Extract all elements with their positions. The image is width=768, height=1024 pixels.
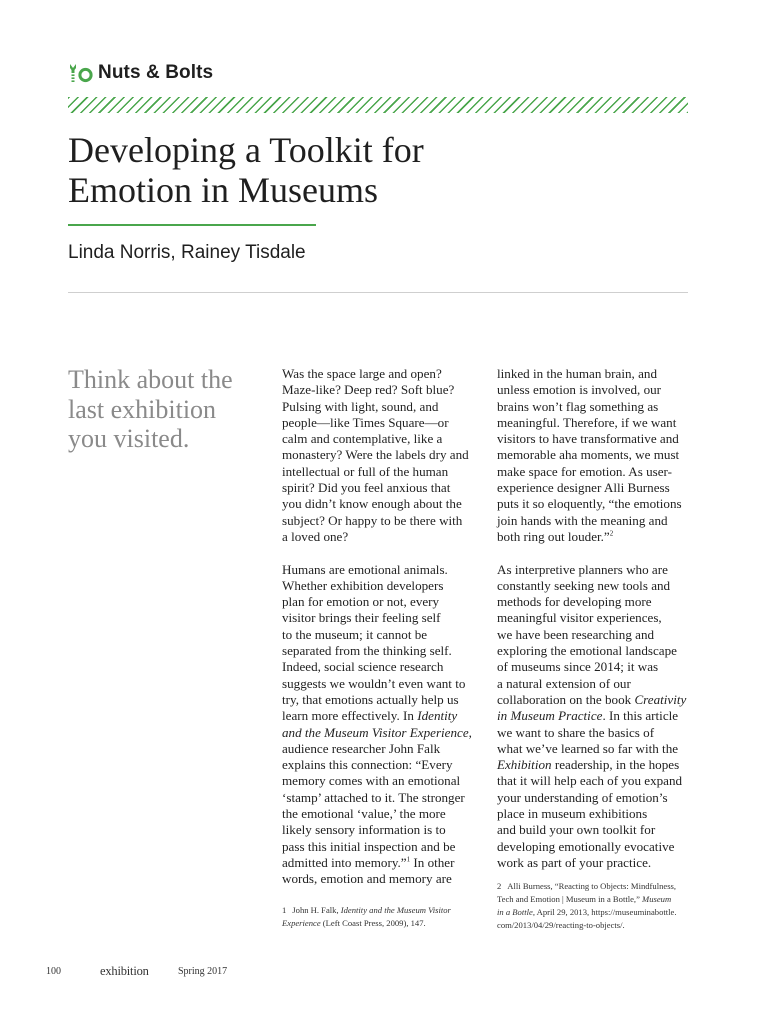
- text-line: your understanding of emotion’s: [497, 789, 668, 805]
- pullquote-line: you visited.: [68, 424, 190, 453]
- text-run: ,: [468, 724, 472, 740]
- text-line: Indeed, social science research: [282, 659, 444, 675]
- text-line: of museums since 2014; it was: [497, 659, 659, 675]
- title-line: Developing a Toolkit for: [68, 130, 424, 170]
- publication-title: in a Bottle: [497, 907, 533, 917]
- text-line: Was the space large and open?: [282, 366, 442, 381]
- text-line: [282, 855, 480, 871]
- text-line: memorable aha moments, we must: [497, 447, 680, 463]
- text-line: likely sensory information is to: [282, 822, 446, 838]
- text-run: Alli Burness, “Reacting to Objects: Mindfulness,: [507, 881, 677, 891]
- footnote-link[interactable]: com/2013/04/29/reacting-to-objects/.: [497, 920, 625, 930]
- text-run: collaboration on the book: [497, 691, 635, 707]
- text-line: ‘stamp’ attached to it. The stronger: [282, 789, 465, 805]
- paragraph: [497, 366, 695, 545]
- text-line: a natural extension of our: [497, 675, 631, 691]
- text-line: a loved one?: [282, 528, 349, 544]
- text-run: learn more effectively. In: [282, 708, 418, 724]
- text-line: [497, 692, 695, 708]
- text-line: plan for emotion or not, every: [282, 594, 440, 610]
- book-title: Experience: [282, 918, 321, 928]
- title-line: Emotion in Museums: [68, 170, 379, 210]
- footnote-number: 2: [497, 881, 502, 891]
- pullquote-line: Think about the: [68, 365, 233, 394]
- text-line: suggests we wouldn’t even want to: [282, 675, 466, 691]
- body-column-1: [282, 366, 480, 888]
- header-divider: [68, 292, 688, 293]
- text-run: (Left Coast Press, 2009), 147.: [320, 918, 426, 928]
- text-run: both ring out louder.”: [497, 528, 610, 544]
- text-line: calm and contemplative, like a: [282, 431, 443, 447]
- text-line: pass this initial inspection and be: [282, 838, 456, 854]
- text-line: intellectual or full of the human: [282, 463, 449, 479]
- text-line: and build your own toolkit for: [497, 822, 656, 838]
- magazine-name: Exhibition: [497, 757, 552, 773]
- text-line: Humans are emotional animals.: [282, 561, 448, 577]
- book-title: Identity: [417, 708, 458, 724]
- text-run: readership, in the hopes: [551, 757, 680, 773]
- footnote-line: [497, 906, 697, 919]
- section-header: [68, 61, 213, 85]
- text-line: As interpretive planners who are: [497, 561, 668, 577]
- article-authors: Linda Norris, Rainey Tisdale: [68, 242, 306, 263]
- text-line: puts it so eloquently, “the emotions: [497, 496, 682, 512]
- text-line: join hands with the meaning and: [497, 512, 668, 528]
- wrench-bolt-icon: [68, 62, 94, 84]
- text-line: Pulsing with light, sound, and: [282, 398, 439, 414]
- text-line: [282, 725, 480, 741]
- footnote-number: 1: [282, 905, 287, 915]
- text-line: place in museum exhibitions: [497, 806, 648, 822]
- footnote-line: [282, 904, 482, 917]
- text-line: we have been researching and: [497, 626, 655, 642]
- text-line: to the museum; it cannot be: [282, 626, 428, 642]
- text-line: meaningful visitor experiences,: [497, 610, 662, 626]
- text-run: John H. Falk,: [292, 905, 341, 915]
- article-title: [68, 130, 628, 210]
- text-line: audience researcher John Falk: [282, 740, 441, 756]
- footnote-line: [497, 893, 697, 906]
- text-line: people—like Times Square—or: [282, 414, 449, 430]
- text-line: developing emotionally evocative: [497, 838, 675, 854]
- text-line: experience designer Alli Burness: [497, 480, 670, 496]
- text-line: unless emotion is involved, our: [497, 382, 662, 398]
- magazine-name: exhibition: [100, 964, 149, 978]
- text-line: we want to share the basics of: [497, 724, 655, 740]
- text-run: admitted into memory.”: [282, 854, 407, 870]
- book-title: in Museum Practice: [497, 708, 603, 724]
- paragraph: [282, 366, 480, 545]
- text-line: Whether exhibition developers: [282, 577, 444, 593]
- text-line: visitor brings their feeling self: [282, 610, 441, 626]
- section-label: Nuts & Bolts: [98, 62, 214, 83]
- text-line: [497, 708, 695, 724]
- text-run: In other: [410, 854, 455, 870]
- footnote-line: [282, 917, 482, 930]
- body-column-2: [497, 366, 695, 871]
- footnote-line: [497, 880, 697, 893]
- footnote-1: [282, 904, 482, 930]
- text-line: methods for developing more: [497, 594, 652, 610]
- text-run[interactable]: , April 29, 2013, https://museuminabottle.: [532, 907, 677, 917]
- text-line: spirit? Did you feel anxious that: [282, 480, 451, 496]
- pullquote-line: last exhibition: [68, 394, 217, 424]
- pullquote: [68, 365, 258, 454]
- text-line: that it will help each of you expand: [497, 773, 683, 789]
- issue-date: Spring 2017: [178, 966, 228, 977]
- text-line: [282, 708, 480, 724]
- text-line: [497, 529, 695, 545]
- text-line: brains won’t flag something as: [497, 398, 659, 414]
- text-run: Tech and Emotion | Museum in a Bottle,”: [497, 894, 643, 904]
- text-line: the emotional ‘value,’ the more: [282, 806, 446, 822]
- title-underline: [68, 224, 316, 226]
- text-line: separated from the thinking self.: [282, 643, 452, 659]
- footnote-ref[interactable]: 1: [406, 855, 411, 864]
- text-line: work as part of your practice.: [497, 854, 652, 870]
- footnote-2: [497, 880, 697, 932]
- text-line: words, emotion and memory are: [282, 871, 452, 887]
- paragraph: [282, 562, 480, 888]
- text-line: constantly seeking new tools and: [497, 577, 671, 593]
- book-title: Creativity: [634, 691, 687, 707]
- text-line: make space for emotion. As user-: [497, 463, 672, 479]
- text-line: subject? Or happy to be there with: [282, 512, 463, 528]
- text-line: meaningful. Therefore, if we want: [497, 414, 677, 430]
- page-number: 100: [46, 966, 61, 977]
- text-line: linked in the human brain, and: [497, 366, 657, 381]
- text-line: what we’ve learned so far with the: [497, 740, 679, 756]
- paragraph: [497, 562, 695, 872]
- text-line: try, that emotions actually help us: [282, 691, 459, 707]
- book-title: Identity and the Museum Visitor: [340, 905, 451, 915]
- text-line: visitors to have transformative and: [497, 431, 679, 447]
- publication-title: Museum: [642, 894, 672, 904]
- footnote-ref[interactable]: 2: [609, 529, 614, 538]
- text-line: explains this connection: “Every: [282, 757, 453, 773]
- book-title: and the Museum Visitor Experience: [282, 724, 469, 740]
- hatched-divider: [68, 97, 688, 113]
- text-line: you didn’t know enough about the: [282, 496, 462, 512]
- text-line: exploring the emotional landscape: [497, 643, 677, 659]
- text-line: monastery? Were the labels dry and: [282, 447, 469, 463]
- text-line: Maze-like? Deep red? Soft blue?: [282, 382, 455, 398]
- text-line: memory comes with an emotional: [282, 773, 461, 789]
- text-run: . In this article: [602, 708, 679, 724]
- text-line: [497, 757, 695, 773]
